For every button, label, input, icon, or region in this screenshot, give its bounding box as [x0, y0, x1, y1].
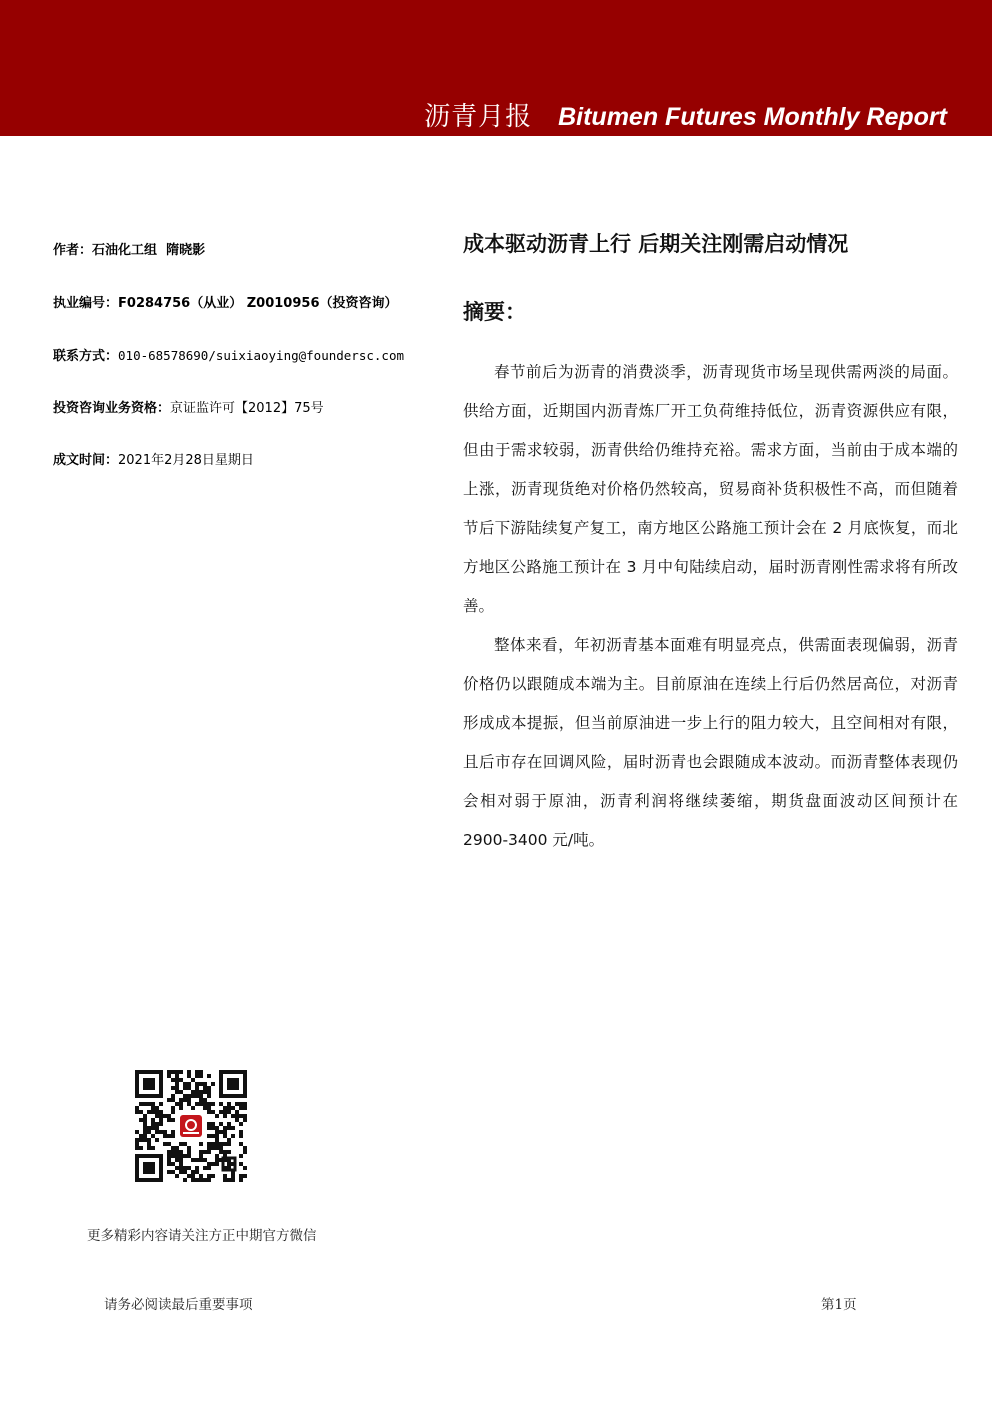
date-line — [53, 451, 433, 504]
qr-code-icon[interactable] — [135, 1070, 247, 1182]
qualification-line — [53, 399, 433, 452]
report-title: 成本驱动沥青上行 后期关注刚需启动情况 — [463, 232, 849, 256]
header-title-cn: 沥青月报 — [424, 102, 533, 132]
license-line — [53, 294, 433, 347]
summary-heading: 摘要： — [463, 300, 526, 324]
date-label: 成文时间： — [53, 453, 119, 468]
summary-paragraph-2: 整体来看，年初沥青基本面难有明显亮点，供需面表现偏弱，沥青价格仍以跟随成本端为主。目前原油在连续上行后仍然居高位，对沥青形成成本提振，但当前原油进一步上行的阻力较大，且空间相对有限，且后市存在回调风险，届时沥青也会跟随成本波动。而沥青整体表现仍会相对弱于原油，沥青利润将继续萎缩，期货盘面波动区间预计在 2900-3400 元/吨。 — [463, 636, 958, 849]
qr-code-graphic — [135, 1070, 247, 1182]
header-title-en: Bitumen Futures Monthly Report — [558, 103, 947, 131]
contact-label: 联系方式： — [53, 349, 119, 364]
author-label: 作者： — [53, 243, 93, 258]
contact-value[interactable]: 010-68578690/suixiaoying@foundersc.com — [118, 348, 404, 363]
footer-disclaimer-note: 请务必阅读最后重要事项 — [104, 1297, 253, 1313]
date-value: 2021年2月28日星期日 — [118, 453, 254, 468]
qualification-label: 投资咨询业务资格： — [53, 400, 171, 416]
page-number: 第1页 — [821, 1297, 857, 1313]
summary-paragraph-1: 春节前后为沥青的消费淡季，沥青现货市场呈现供需两淡的局面。供给方面，近期国内沥青炼厂开工负荷维持低位，沥青资源供应有限，但由于需求较弱，沥青供给仍维持充裕。需求方面，当前由于成本端的上涨，沥青现货绝对价格仍然较高，贸易商补货积极性不高，而但随着节后下游陆续复产复工，南方地区公路施工预计会在 2 月底恢复，而北方地区公路施工预计在 3 月中旬陆续启动，届时沥青刚性需求将有所改善。 — [463, 363, 958, 615]
license-label: 执业编号： — [53, 295, 119, 311]
contact-line — [53, 346, 433, 399]
author-line — [53, 241, 433, 294]
summary-body — [463, 353, 958, 860]
author-value: 石油化工组 隋晓影 — [92, 243, 206, 258]
qualification-value: 京证监许可【2012】75号 — [170, 400, 324, 416]
qr-caption: 更多精彩内容请关注方正中期官方微信 — [87, 1228, 317, 1244]
author-meta — [53, 241, 433, 504]
license-value: F0284756（从业） Z0010956（投资咨询） — [118, 295, 398, 311]
header-title — [424, 96, 947, 133]
